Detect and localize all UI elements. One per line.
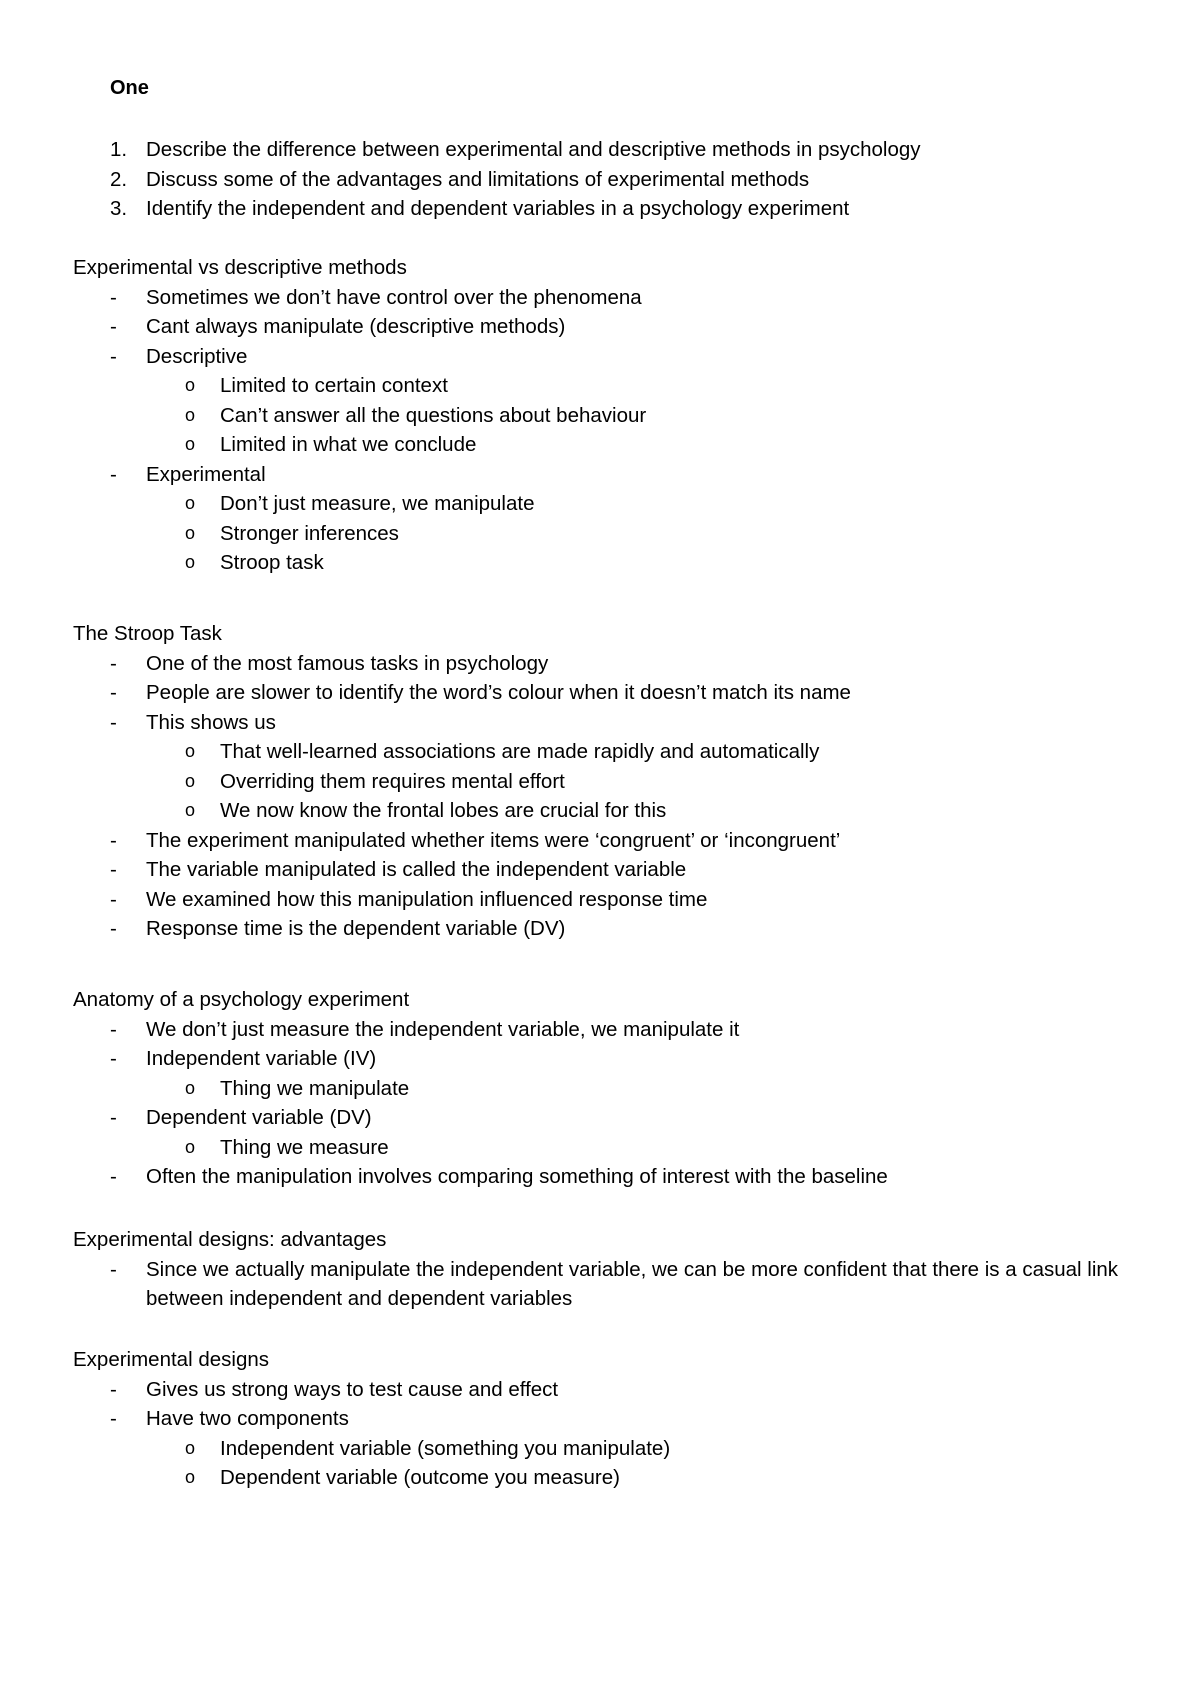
- list-item: [73, 678, 851, 708]
- list-item-text: Limited to certain context: [220, 374, 448, 397]
- objective-number: 2.: [110, 167, 128, 191]
- section-heading: The Stroop Task: [73, 622, 222, 645]
- list-item: [73, 1375, 670, 1405]
- dash-bullet: -: [110, 462, 117, 486]
- circle-bullet-icon: o: [185, 493, 196, 513]
- document-title: One: [110, 77, 149, 99]
- dash-bullet: -: [110, 887, 117, 911]
- sub-list-item: [73, 548, 646, 578]
- list-item: [73, 914, 851, 944]
- dash-bullet: -: [110, 1407, 117, 1430]
- objective-item: [110, 165, 921, 195]
- list-item-text: Have two components: [146, 1407, 349, 1430]
- section-heading: Experimental vs descriptive methods: [73, 256, 407, 279]
- list-item-text: Independent variable (something you manipulate): [220, 1436, 671, 1460]
- circle-bullet-icon: o: [185, 800, 196, 820]
- list-item-text: One of the most famous tasks in psychology: [146, 651, 549, 675]
- circle-bullet-icon: o: [185, 1467, 196, 1487]
- sub-list-item: [73, 796, 851, 826]
- section-experimental-designs: [73, 1345, 670, 1493]
- dash-bullet: -: [110, 1165, 117, 1188]
- list-item-text: The experiment manipulated whether items were ‘congruent’ or ‘incongruent’: [146, 828, 841, 852]
- circle-bullet-icon: o: [185, 375, 196, 395]
- list-item-text: Sometimes we don’t have control over the phenomena: [146, 285, 642, 309]
- list-item: [73, 649, 851, 679]
- sub-list-item: [73, 430, 646, 460]
- circle-bullet-icon: o: [185, 434, 196, 454]
- circle-bullet-icon: o: [185, 552, 196, 572]
- bullet-list: [73, 1375, 670, 1493]
- bullet-list: [73, 1015, 888, 1192]
- circle-bullet-icon: o: [185, 1437, 196, 1458]
- dash-bullet: -: [110, 828, 117, 852]
- sub-list-item: [73, 737, 851, 767]
- dash-bullet: -: [110, 917, 117, 940]
- dash-bullet: -: [110, 1017, 117, 1041]
- list-item-text: This shows us: [146, 710, 276, 734]
- sub-list-item: [73, 371, 646, 401]
- sub-list-item: [73, 1463, 670, 1493]
- list-item-text: Limited in what we conclude: [220, 433, 477, 456]
- circle-bullet-icon: o: [185, 404, 196, 425]
- list-item-text: We now know the frontal lobes are crucial for this: [220, 799, 667, 822]
- list-item-text: Thing we manipulate: [220, 1076, 410, 1100]
- section-experimental-vs-descriptive: [73, 253, 646, 578]
- dash-bullet: -: [110, 651, 117, 675]
- list-item: [73, 885, 851, 915]
- list-item-text: We examined how this manipulation influenced response time: [146, 887, 708, 911]
- list-item-text: Stroop task: [220, 551, 324, 574]
- dash-bullet: -: [110, 1106, 117, 1129]
- circle-bullet-icon: o: [185, 522, 196, 543]
- list-item-text: We don’t just measure the independent variable, we manipulate it: [146, 1017, 740, 1041]
- objective-number: 1.: [110, 138, 128, 161]
- list-item-text: Independent variable (IV): [146, 1047, 377, 1070]
- section-heading: Experimental designs: advantages: [73, 1228, 387, 1251]
- list-item-text: Experimental: [146, 462, 266, 486]
- sub-list-item: [73, 1133, 888, 1163]
- bullet-list: [73, 649, 851, 944]
- dash-bullet: -: [110, 1257, 117, 1281]
- sub-list-item: [73, 767, 851, 797]
- dash-bullet: -: [110, 285, 117, 309]
- list-item: [73, 342, 646, 372]
- list-item-text: Overriding them requires mental effort: [220, 769, 565, 793]
- sub-list-item: [73, 1074, 888, 1104]
- list-item: [73, 460, 646, 490]
- section-heading: Experimental designs: [73, 1348, 269, 1371]
- list-item-text: Don’t just measure, we manipulate: [220, 492, 535, 515]
- objective-text: Describe the difference between experimental and descriptive methods in psychology: [146, 138, 921, 161]
- circle-bullet-icon: o: [185, 770, 196, 791]
- objective-number: 3.: [110, 197, 128, 220]
- bullet-list: [73, 283, 646, 578]
- list-item: [73, 1044, 888, 1074]
- objective-text: Identify the independent and dependent variables in a psychology experiment: [146, 197, 850, 220]
- sub-list-item: [73, 489, 646, 519]
- sub-list-item: [73, 401, 646, 431]
- list-item-text: Descriptive: [146, 344, 248, 368]
- list-item-text: People are slower to identify the word’s colour when it doesn’t match its name: [146, 681, 851, 704]
- circle-bullet-icon: o: [185, 1077, 196, 1098]
- section-heading: Anatomy of a psychology experiment: [73, 988, 410, 1011]
- list-item: [73, 826, 851, 856]
- list-item: [73, 1103, 888, 1133]
- list-item-text: Thing we measure: [220, 1135, 389, 1159]
- list-item-text: Cant always manipulate (descriptive methods): [146, 315, 566, 338]
- dash-bullet: -: [110, 1377, 117, 1401]
- list-item-text: Gives us strong ways to test cause and effect: [146, 1377, 559, 1401]
- list-item: [73, 1255, 1186, 1314]
- list-item-text: Stronger inferences: [220, 521, 399, 545]
- list-item: [73, 1404, 670, 1434]
- dash-bullet: -: [110, 858, 117, 881]
- dash-bullet: -: [110, 315, 117, 338]
- section-stroop-task: [73, 619, 851, 944]
- list-item-text: Dependent variable (DV): [146, 1106, 372, 1129]
- dash-bullet: -: [110, 1047, 117, 1070]
- circle-bullet-icon: o: [185, 741, 196, 761]
- list-item-text: Response time is the dependent variable (DV): [146, 917, 566, 940]
- list-item: [73, 283, 646, 313]
- dash-bullet: -: [110, 681, 117, 704]
- objective-item: [110, 135, 921, 165]
- dash-bullet: -: [110, 344, 117, 368]
- section-anatomy-experiment: [73, 985, 888, 1192]
- objective-item: [110, 194, 921, 224]
- sub-list-item: [73, 1434, 670, 1464]
- list-item: [73, 708, 851, 738]
- bullet-list: [73, 1255, 1186, 1314]
- list-item-text: Since we actually manipulate the independent variable, we can be more confident that there is a casual link between independent and dependent variables: [146, 1257, 1119, 1310]
- list-item: [73, 1015, 888, 1045]
- list-item-text: That well-learned associations are made rapidly and automatically: [220, 740, 820, 763]
- list-item: [73, 1162, 888, 1192]
- list-item-text: Can’t answer all the questions about behaviour: [220, 403, 647, 427]
- sub-list-item: [73, 519, 646, 549]
- section-designs-advantages: [73, 1225, 1186, 1314]
- list-item: [73, 855, 851, 885]
- list-item-text: The variable manipulated is called the independent variable: [146, 858, 687, 881]
- objective-text: Discuss some of the advantages and limitations of experimental methods: [146, 167, 810, 191]
- dash-bullet: -: [110, 710, 117, 734]
- list-item: [73, 312, 646, 342]
- list-item-text: Dependent variable (outcome you measure): [220, 1466, 620, 1489]
- objectives-list: [110, 135, 921, 224]
- list-item-text: Often the manipulation involves comparing something of interest with the baseline: [146, 1165, 888, 1188]
- circle-bullet-icon: o: [185, 1136, 196, 1157]
